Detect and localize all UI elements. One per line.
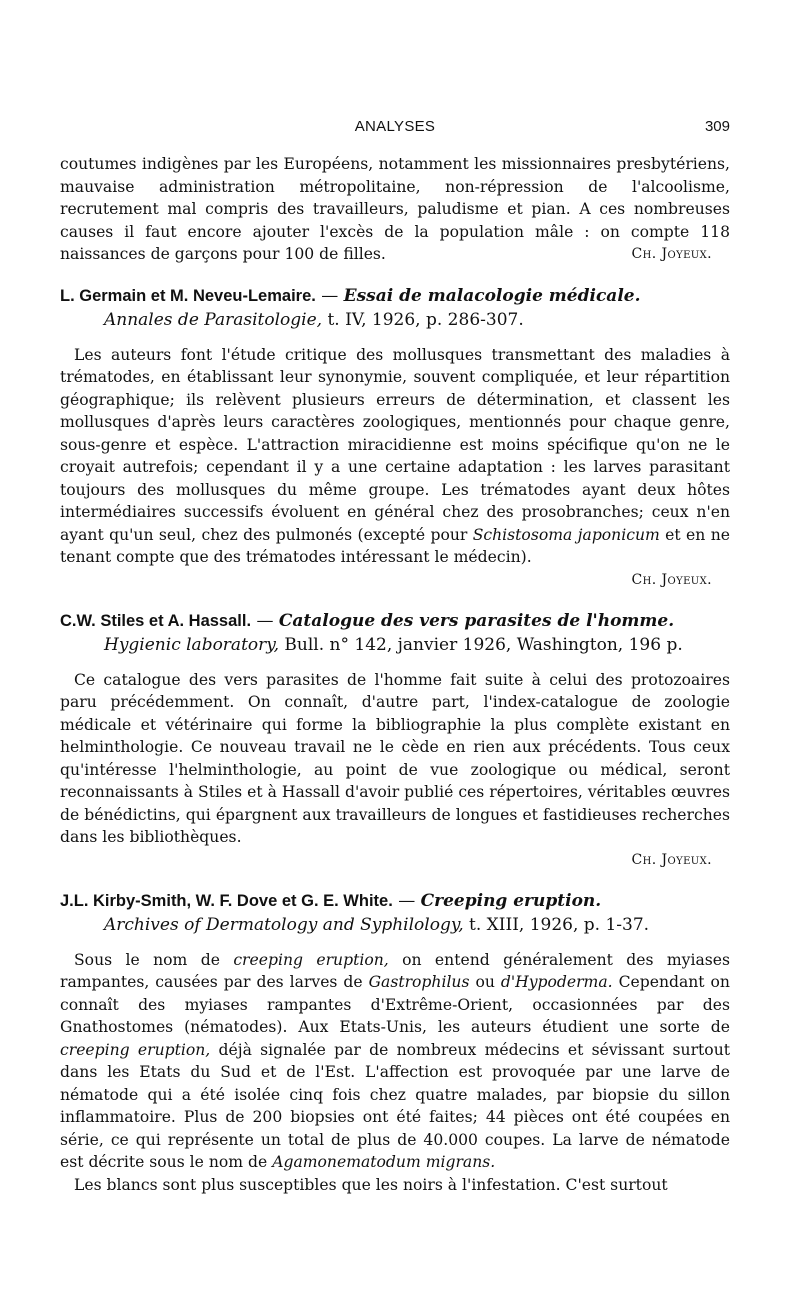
citation: L. Germain et M. Neveu-Lemaire. — Essai de malacologie médicale. Annales de Parasitologie, t. IV, 1926, p. 286-307. bbox=[60, 284, 730, 332]
review-text: ou bbox=[469, 973, 501, 991]
review-text: Les auteurs font l'étude critique des mollusques transmettant des maladies à trématodes, en établissant leur synonymie, souvent compliquée, et leur répartition géographique; ils relèvent plusieurs erreurs de détermination, et classent les mollusques d'après leurs caractères zoologiques, mentionnés pour chaque genre, sous-genre et espèce. L'attraction miracidienne est moins spécifique qu'on ne le croyait autrefois; cependant il y a une certaine adaptation : les larves parasitant toujours des mollusques du même groupe. Les trématodes ayant deux hôtes intermédiaires successifs évoluent en général chez des prosobranches; ceux n'en ayant qu'un seul, chez des pulmonés (excepté pour bbox=[60, 345, 730, 544]
citation-details: t. XIII, 1926, p. 1-37. bbox=[469, 914, 650, 935]
citation-authors: C.W. Stiles et A. Hassall. bbox=[60, 611, 252, 630]
italic-term: creeping eruption, bbox=[233, 950, 389, 969]
citation-title: Catalogue des vers parasites de l'homme. bbox=[278, 610, 675, 631]
review-body-continued: Les blancs sont plus susceptibles que les noirs à l'infestation. C'est surtout bbox=[74, 1175, 668, 1194]
review-signature: Ch. Joyeux. bbox=[631, 851, 712, 868]
citation-details: t. IV, 1926, p. 286-307. bbox=[327, 309, 524, 330]
citation-title: Essai de malacologie médicale. bbox=[343, 285, 641, 306]
citation-source bbox=[60, 633, 730, 657]
citation-title: Creeping eruption. bbox=[420, 890, 602, 911]
citation-authors: L. Germain et M. Neveu-Lemaire. bbox=[60, 286, 316, 305]
intro-signature: Ch. Joyeux. bbox=[631, 246, 712, 262]
review-signature: Ch. Joyeux. bbox=[631, 571, 712, 588]
citation-authors: J.L. Kirby-Smith, W. F. Dove et G. E. White. bbox=[60, 891, 393, 910]
review-text: déjà signalée par de nombreux médecins et sévissant surtout dans les Etats du Sud et de l'Est. L'affection est provoquée par une larve de nématode qui a été isolée cinq fois chez quatre malades, par biopsie du sillon inflammatoire. Plus de 200 biopsies ont été faites; 44 pièces ont été coupées en série, ce qui représente un total de plus de 40.000 coupes. La larve de nématode est décrite sous le nom de bbox=[60, 1040, 730, 1171]
review-text: on entend généralement des myiases rampantes, causées par des larves de bbox=[60, 950, 730, 991]
citation-details: Bull. n° 142, janvier 1926, Washington, 196 p. bbox=[284, 634, 683, 655]
review-text: Cependant on connaît des myiases rampantes d'Extrême-Orient, occasionnées par des Gnathostomes (nématodes). Aux Etats-Unis, les auteurs étudient une sorte de bbox=[60, 973, 730, 1036]
citation-journal: Archives of Dermatology and Syphilology, bbox=[104, 914, 464, 935]
review-body: Ce catalogue des vers parasites de l'homme fait suite à celui des protozoaires paru précédemment. On connaît, d'autre part, l'index-catalogue de zoologie médicale et vétérinaire qui forme la bibliographie la plus complète existant en helminthologie. Ce nouveau travail ne le cède en rien aux précédents. Tous ceux qu'intéresse l'helminthologie, au point de vue zoologique ou médical, seront reconnaissants à Stiles et à Hassall d'avoir publié ces répertoires, véritables œuvres de bénédictins, qui épargnent aux travailleurs de longues et fastidieuses recherches dans les bibliothèques. bbox=[60, 670, 730, 846]
citation: J.L. Kirby-Smith, W. F. Dove et G. E. White. — Creeping eruption. Archives of Dermatology and Syphilology, t. XIII, 1926, p. 1-37. bbox=[60, 889, 730, 937]
species-name: Schistosoma japonicum bbox=[472, 525, 660, 544]
citation-source bbox=[60, 913, 730, 937]
running-title: ANALYSES bbox=[354, 118, 436, 135]
review-body bbox=[60, 344, 730, 569]
italic-term: Gastrophilus bbox=[368, 973, 470, 991]
running-head bbox=[60, 118, 730, 144]
review-body bbox=[60, 949, 730, 1174]
citation-source bbox=[60, 308, 730, 332]
review-entry bbox=[60, 284, 730, 591]
italic-term: Agamonematodum migrans. bbox=[272, 1153, 496, 1171]
italic-term: creeping eruption, bbox=[60, 1040, 211, 1059]
intro-paragraph bbox=[60, 153, 730, 266]
journal-page bbox=[60, 118, 730, 1196]
page-number: 309 bbox=[704, 118, 730, 135]
citation-journal: Hygienic laboratory, bbox=[104, 634, 280, 655]
italic-term: d'Hypoderma. bbox=[500, 973, 613, 991]
review-text: et en ne tenant compte que des trématodes intéressant le médecin). bbox=[60, 525, 730, 566]
citation: C.W. Stiles et A. Hassall. — Catalogue des vers parasites de l'homme. Hygienic laboratory, Bull. n° 142, janvier 1926, Washington, 196 p. bbox=[60, 609, 730, 657]
intro-text: coutumes indigènes par les Européens, notamment les missionnaires presbytériens, mauvaise administration métropolitaine, non-répression de l'alcoolisme, recrutement mal compris des travailleurs, paludisme et pian. A ces nombreuses causes il faut encore ajouter l'excès de la population mâle : on compte 118 naissances de garçons pour 100 de filles. bbox=[60, 155, 730, 263]
review-entry bbox=[60, 889, 730, 1197]
citation-journal: Annales de Parasitologie, bbox=[104, 309, 323, 330]
review-text: Sous le nom de bbox=[74, 950, 234, 969]
review-entry bbox=[60, 609, 730, 871]
